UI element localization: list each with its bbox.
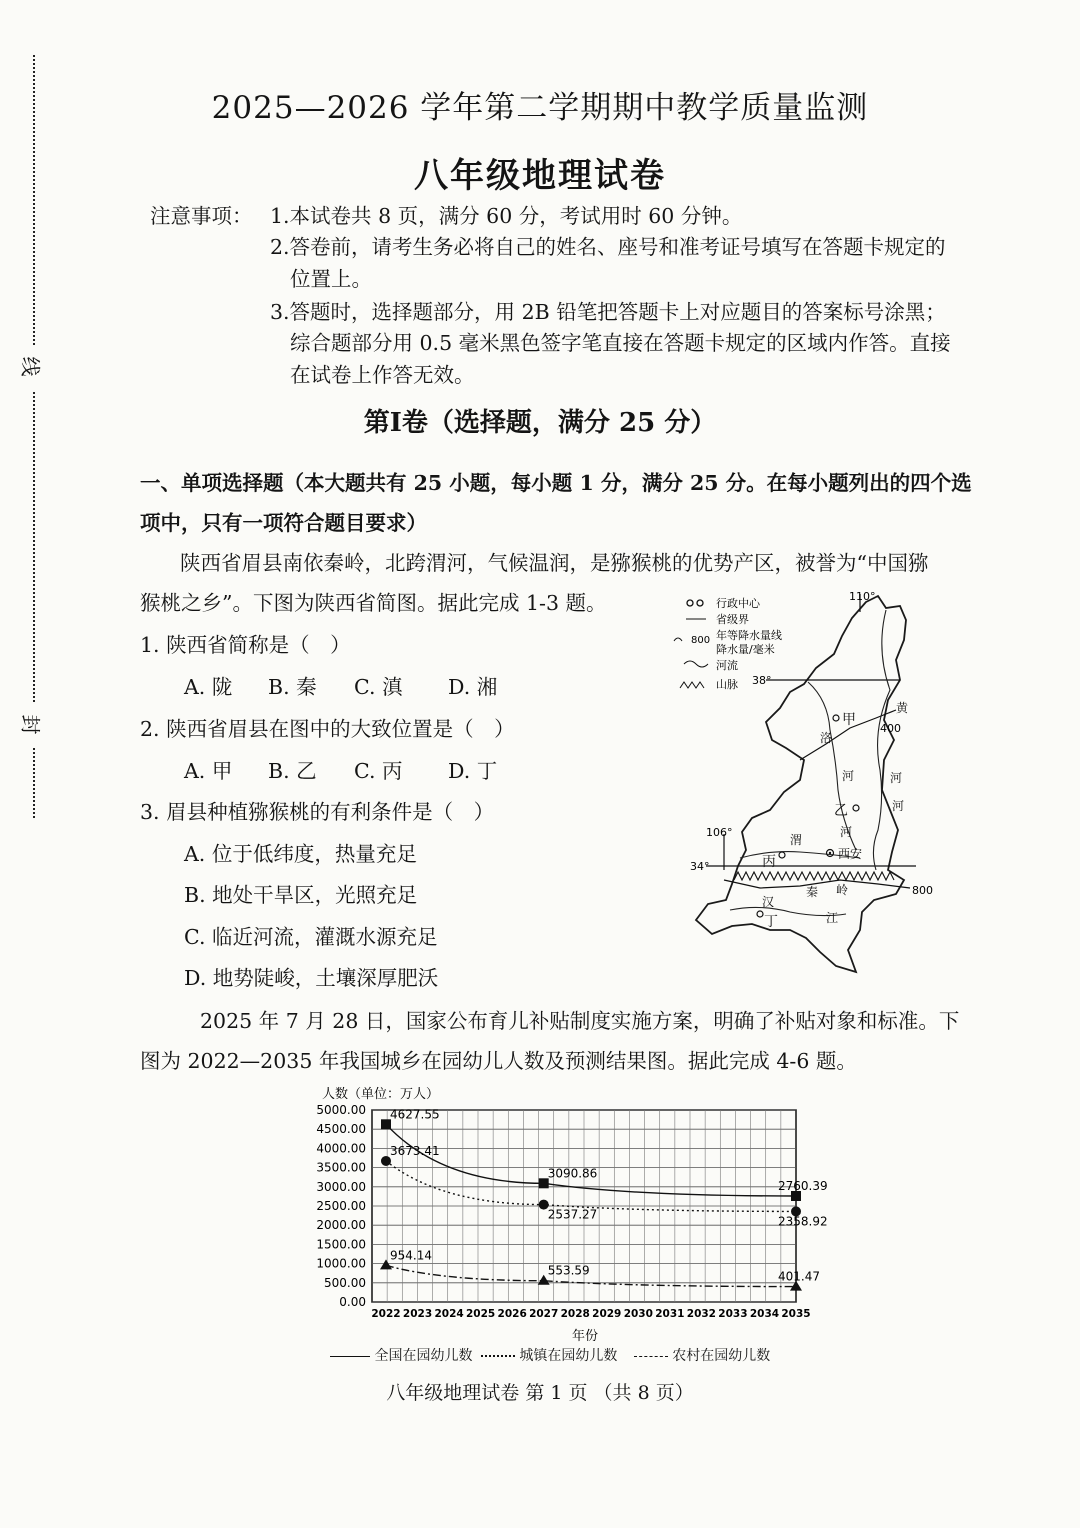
legend-isohyet: 年等降水量线	[716, 629, 782, 642]
river-label-wei: 渭	[790, 833, 803, 847]
chart-y-tick-label: 1000.00	[316, 1256, 366, 1271]
question-1-option-d[interactable]: D. 湘	[448, 675, 498, 699]
question-3-option-b[interactable]: B. 地处干旱区，光照充足	[184, 883, 418, 907]
shaanxi-map	[670, 588, 950, 978]
kindergarten-enrollment-chart	[300, 1080, 828, 1380]
place-bing-marker	[779, 852, 785, 858]
yellow-river	[873, 610, 890, 870]
chart-x-tick-label: 2031	[655, 1308, 685, 1320]
chart-data-label: 401.47	[778, 1269, 820, 1284]
chart-data-label: 2760.39	[778, 1179, 828, 1194]
legend-national-label: 全国在园幼儿数	[374, 1348, 473, 1364]
question-2-option-c[interactable]: C. 丙	[354, 759, 403, 783]
admin-center-icon	[687, 600, 693, 606]
isohyet-400-label: 400	[880, 722, 901, 735]
chart-data-label: 4627.55	[390, 1107, 440, 1122]
chart-y-tick-label: 4500.00	[316, 1122, 366, 1137]
notice-item-1: 1.本试卷共 8 页，满分 60 分，考试用时 60 分钟。	[270, 204, 743, 228]
longitude-110-label: 110°	[849, 590, 876, 603]
chart-data-label: 3090.86	[547, 1166, 598, 1181]
question-2-stem: 2. 陕西省眉县在图中的大致位置是（ ）	[140, 717, 515, 741]
legend-urban-swatch	[481, 1355, 515, 1357]
question-1-option-b[interactable]: B. 秦	[268, 675, 317, 699]
place-yi-marker	[853, 805, 859, 811]
chart-data-label: 954.14	[390, 1248, 432, 1263]
river-label-wei-he: 河	[840, 825, 853, 839]
river-label-luo-he: 河	[842, 769, 855, 783]
chart-y-tick-label: 3500.00	[316, 1160, 366, 1175]
question-3-option-c[interactable]: C. 临近河流，灌溉水源充足	[184, 925, 438, 949]
question-1-option-c[interactable]: C. 滇	[354, 675, 403, 699]
chart-x-tick-label: 2032	[686, 1308, 717, 1320]
isohyet-800-label: 800	[912, 884, 933, 897]
passage-1-line-1: 陕西省眉县南依秦岭，北跨渭河，气候温润，是猕猴桃的优势产区，被誉为“中国猕	[180, 551, 929, 575]
notice-item-3-cont: 综合题部分用 0.5 毫米黑色签字笔直接在答题卡规定的区域内作答。直接	[290, 331, 951, 355]
chart-y-tick-label: 2500.00	[316, 1199, 366, 1213]
mountain-label-qin: 秦	[806, 885, 819, 899]
legend-mountain: 山脉	[716, 678, 738, 691]
place-jia-label: 甲	[842, 712, 856, 728]
legend-rural-label: 农村在园幼儿数	[672, 1348, 771, 1364]
chart-x-tick-label: 2034	[749, 1308, 780, 1320]
chart-series	[380, 1107, 828, 1290]
chart-y-tick-label: 4000.00	[316, 1141, 366, 1156]
notice-item-3: 3.答题时，选择题部分，用 2B 铅笔把答题卡上对应题目的答案标号涂黑；	[270, 300, 946, 324]
legend-national-swatch	[330, 1356, 370, 1357]
chart-y-tick-label: 3000.00	[316, 1179, 366, 1194]
question-2-option-d[interactable]: D. 丁	[448, 759, 498, 783]
river-label-han: 汉	[762, 895, 775, 909]
river-label-huang-he: 河	[890, 771, 903, 785]
question-3-option-d[interactable]: D. 地势陡峻，土壤深厚肥沃	[184, 966, 439, 990]
legend-isohyet-unit: 降水量/毫米	[716, 643, 775, 656]
question-3-option-a[interactable]: A. 位于低纬度，热量充足	[184, 842, 417, 866]
binding-dotted-line-bottom	[33, 748, 35, 818]
section-heading: 第Ⅰ卷（选择题，满分 25 分）	[363, 408, 717, 438]
xian-label: 西安	[838, 847, 863, 861]
chart-x-tick-label: 2029	[592, 1308, 622, 1320]
legend-rural-swatch	[634, 1356, 668, 1357]
binding-char-seal: 封	[18, 714, 43, 735]
place-jia-marker	[833, 715, 839, 721]
passage-1-line-2: 猴桃之乡”。下图为陕西省简图。据此完成 1-3 题。	[140, 591, 607, 615]
place-bing-label: 丙	[762, 854, 776, 870]
legend-province-boundary: 省级界	[716, 613, 749, 626]
chart-data-label: 2537.27	[547, 1207, 598, 1222]
chart-data-label: 2358.92	[778, 1214, 828, 1229]
river-label-huang: 黄	[896, 701, 909, 715]
place-ding-label: 丁	[764, 914, 778, 930]
chart-y-tick-label: 2000.00	[316, 1218, 366, 1233]
chart-y-tick-label: 1500.00	[316, 1237, 366, 1252]
river-label-han-jiang: 江	[826, 911, 839, 925]
notice-item-2: 2.答卷前，请考生务必将自己的姓名、座号和准考证号填写在答题卡规定的	[270, 235, 946, 259]
latitude-34-label: 34°	[690, 860, 710, 873]
notice-label: 注意事项：	[150, 204, 253, 228]
question-3-stem: 3. 眉县种植猕猴桃的有利条件是（ ）	[140, 800, 495, 824]
legend-river: 河流	[716, 659, 738, 672]
question-1-option-a[interactable]: A. 陇	[184, 675, 233, 699]
chart-x-axis-title: 年份	[571, 1329, 599, 1344]
notice-item-3-cont2: 在试卷上作答无效。	[290, 363, 475, 387]
chart-x-tick-label: 2035	[781, 1308, 811, 1320]
chart-x-tick-label: 2025	[465, 1308, 496, 1320]
chart-x-tick-label: 2030	[623, 1308, 653, 1320]
river-label-huang-he-2: 河	[892, 799, 905, 813]
chart-x-tick-label: 2027	[529, 1308, 559, 1320]
chart-y-tick-label: 0.00	[339, 1295, 366, 1309]
chart-x-tick-label: 2033	[718, 1308, 748, 1320]
exam-subtitle: 八年级地理试卷	[414, 156, 666, 196]
mountain-icon	[680, 682, 704, 688]
chart-data-label: 3673.41	[390, 1143, 440, 1158]
chart-y-tick-label: 5000.00	[316, 1103, 366, 1117]
chart-y-axis-title: 人数（单位：万人）	[322, 1087, 440, 1102]
legend-isohyet-value: 800	[691, 635, 711, 646]
exam-title: 2025—2026 学年第二学期期中教学质量监测	[211, 90, 869, 126]
chart-x-tick-label: 2023	[402, 1308, 433, 1320]
chart-data-label: 553.59	[547, 1263, 590, 1278]
legend-admin-center: 行政中心	[716, 597, 760, 610]
longitude-106-label: 106°	[706, 826, 733, 839]
passage-2-line-1: 2025 年 7 月 28 日，国家公布育儿补贴制度实施方案，明确了补贴对象和标准。下	[200, 1009, 960, 1033]
chart-x-tick-label: 2026	[497, 1308, 527, 1320]
river-label-luo: 洛	[820, 731, 833, 745]
chart-x-tick-label: 2022	[371, 1308, 401, 1320]
legend-urban-label: 城镇在园幼儿数	[519, 1348, 618, 1364]
isohyet-icon	[674, 638, 682, 641]
notice-item-2-cont: 位置上。	[290, 267, 372, 291]
chart-x-tick-label: 2028	[560, 1308, 590, 1320]
chart-y-tick-label: 500.00	[324, 1275, 366, 1290]
river-icon	[684, 661, 708, 667]
place-yi-label: 乙	[834, 803, 848, 819]
chart-x-tick-label: 2024	[434, 1308, 464, 1320]
binding-char-line: 线	[18, 356, 43, 377]
question-1-stem: 1. 陕西省简称是（ ）	[140, 633, 351, 657]
qinling-mountains	[734, 872, 894, 880]
mountain-label-ling: 岭	[836, 883, 849, 897]
question-2-option-a[interactable]: A. 甲	[184, 759, 233, 783]
part1-instruction: 一、单项选择题（本大题共有 25 小题，每小题 1 分，满分 25 分。在每小题列出的四个选	[140, 471, 972, 495]
page-footer: 八年级地理试卷 第 1 页 （共 8 页）	[386, 1382, 694, 1404]
chart-legend	[330, 1345, 770, 1365]
latitude-38-label: 38°	[752, 674, 772, 687]
question-2-option-b[interactable]: B. 乙	[268, 759, 317, 783]
place-ding-marker	[757, 911, 763, 917]
part1-instruction-cont: 项中，只有一项符合题目要求）	[140, 511, 427, 535]
passage-2-line-2: 图为 2022—2035 年我国城乡在园幼儿人数及预测结果图。据此完成 4-6 题。	[140, 1049, 857, 1073]
